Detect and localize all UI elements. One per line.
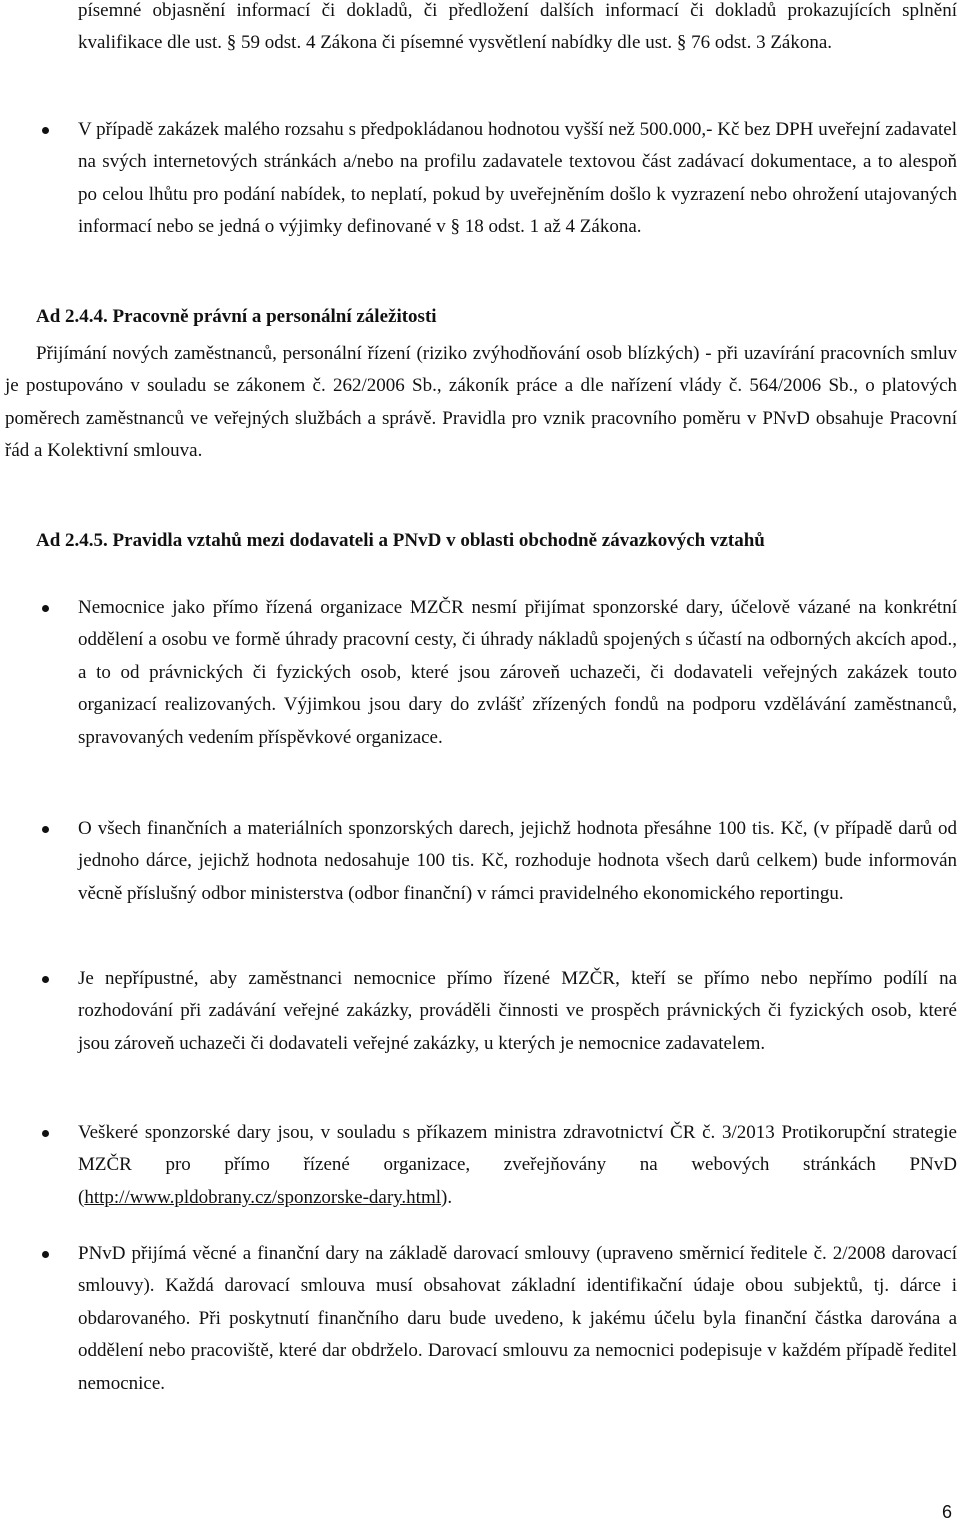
bullet-icon xyxy=(42,605,49,612)
bullet-icon xyxy=(42,1251,49,1258)
bullet-icon xyxy=(42,1130,49,1137)
bullet-icon xyxy=(42,976,49,983)
bullet-donation-reporting: O všech finančních a materiálních sponzorských darech, jejichž hodnota přesáhne 100 tis. Kč, (v případě darů od jednoho dárce, jejichž hodnota nedosahuje 100 tis. Kč, rozhoduje hodnota všech darů celkem) bude informován věcně příslušný odbor ministerstva (odbor finanční) v rámci pravidelného ekonomického reportingu. xyxy=(78,818,957,904)
bullet-donations-published xyxy=(78,1117,957,1214)
donations-text-end: ). xyxy=(441,1186,453,1208)
intro-continuation: písemné objasnění informací či dokladů, či předložení dalších informací či dokladů prokazujících splnění kvalifikace dle ust. § 59 odst. 4 Zákona či písemné vysvětlení nabídky dle ust. § 76 odst. 3 Zákona. xyxy=(78,0,957,54)
page-number: 6 xyxy=(941,1502,952,1522)
section-heading-2-4-4: Ad 2.4.4. Pracovně právní a personální záležitosti xyxy=(36,306,437,327)
bullet-icon xyxy=(42,826,49,833)
bullet-conflict-of-interest: Je nepřípustné, aby zaměstnanci nemocnice přímo řízené MZČR, kteří se přímo nebo nepřímo podílí na rozhodování při zadávání veřejné zakázky, prováděli činnosti ve prospěch právnických či fyzických osob, které jsou zároveň uchazeči či dodavateli veřejné zakázky, u kterých je nemocnice zadavatelem. xyxy=(78,968,957,1054)
section-paragraph-2-4-4: Přijímání nových zaměstnanců, personální řízení (riziko zvýhodňování osob blízkých) - při uzavírání pracovních smluv je postupováno v souladu se zákonem č. 262/2006 Sb., zákoník práce a dle nařízení vlády č. 564/2006 Sb., o platových poměrech zaměstnanců ve veřejných službách a správě. Pravidla pro vznik pracovního poměru v PNvD obsahuje Pracovní řád a Kolektivní smlouva. xyxy=(5,343,957,462)
bullet-icon xyxy=(42,127,49,134)
sponsorship-link[interactable]: http://www.pldobrany.cz/sponzorske-dary.html xyxy=(84,1186,442,1208)
donations-text: Veškeré sponzorské dary jsou, v souladu s příkazem ministra zdravotnictví ČR č. 3/2013 Protikorupční strategie MZČR pro přímo řízené organizace, zveřejňovány na webových stránkách PNvD ( xyxy=(78,1122,957,1208)
bullet-sponsorship-rules: Nemocnice jako přímo řízená organizace MZČR nesmí přijímat sponzorské dary, účelově vázané na konkrétní oddělení a osobu ve formě úhrady pracovní cesty, či úhrady nákladů spojených s účastí na odborných akcích apod., a to od právnických či fyzických osob, které jsou zároveň uchazeči, či dodavateli veřejných zakázek touto organizací realizovaných. Výjimkou jsou dary do zvlášť zřízených fondů na podporu vzdělávání zaměstnanců, spravovaných vedením příspěvkové organizace. xyxy=(78,597,957,748)
bullet-donation-contracts: PNvD přijímá věcné a finanční dary na základě darovací smlouvy (upraveno směrnicí ředitele č. 2/2008 darovací smlouvy). Každá darovací smlouva musí obsahovat základní identifikační údaje obou subjektů, tj. dárce i obdarovaného. Při poskytnutí finančního daru bude uvedeno, k jakému účelu byla finanční částka darována a oddělení nebo pracoviště, které dar obdrželo. Darovací smlouvu za nemocnici podepisuje v každém případě ředitel nemocnice. xyxy=(78,1243,957,1394)
bullet-top-small-contracts: V případě zakázek malého rozsahu s předpokládanou hodnotou vyšší než 500.000,- Kč bez DPH uveřejní zadavatel na svých internetových stránkách a/nebo na profilu zadavatele textovou část zadávací dokumentace, a to alespoň po celou lhůtu pro podání nabídek, to neplatí, pokud by uveřejněním došlo k vyzrazení nebo ohrožení utajovaných informací nebo se jedná o výjimky definované v § 18 odst. 1 až 4 Zákona. xyxy=(78,119,957,238)
section-heading-2-4-5: Ad 2.4.5. Pravidla vztahů mezi dodavateli a PNvD v oblasti obchodně závazkových vztahů xyxy=(36,530,765,551)
